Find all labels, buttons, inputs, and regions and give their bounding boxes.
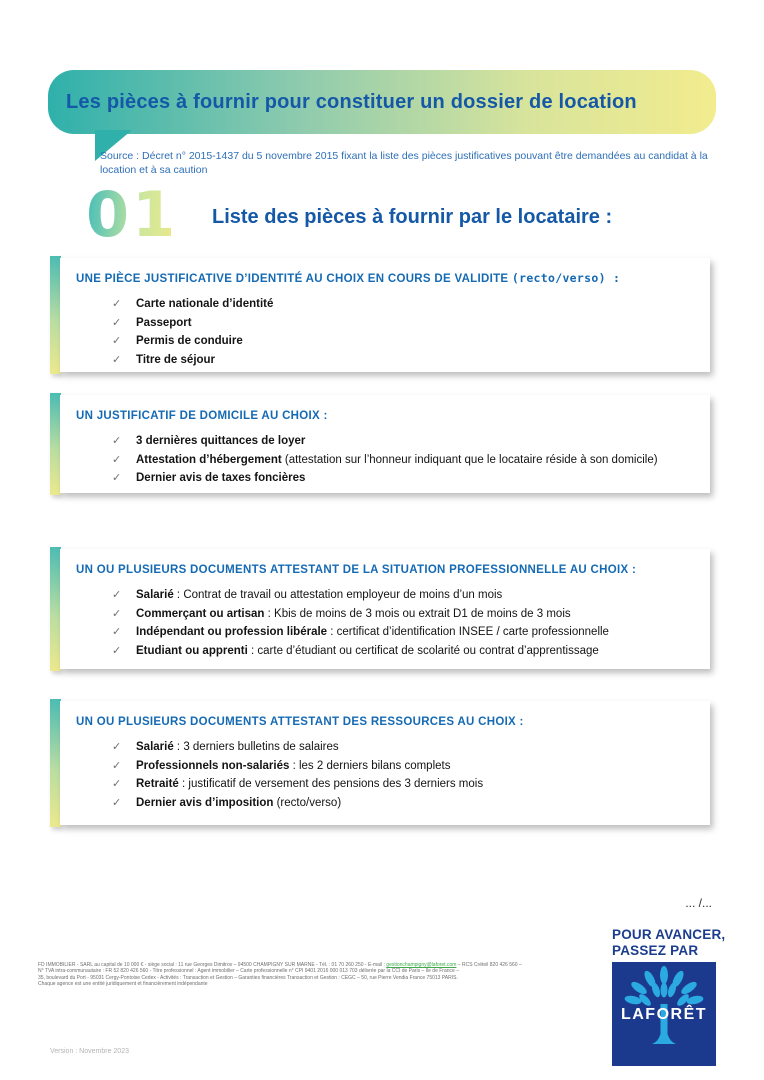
check-icon: ✓: [112, 795, 122, 809]
legal-line-3: 35, boulevard du Port - 95031 Cergy-Pontoise Cedex - Activités : Transaction et Gestion – Garanties financières Transaction et Gestion : CEGC – 50, rue Pierre Vendia France 75013 PARIS.: [38, 974, 458, 981]
page-continuation: ... /...: [685, 896, 712, 910]
checklist: [76, 586, 702, 660]
box-heading: UNE PIÈCE JUSTIFICATIVE D’IDENTITÉ AU CHOIX EN COURS DE VALIDITE (recto/verso) :: [76, 271, 621, 285]
list-item: ✓ Dernier avis d’imposition (recto/verso): [112, 794, 702, 813]
box-identite: [60, 258, 710, 372]
header-banner: [48, 70, 716, 134]
source-note: Source : Décret n° 2015-1437 du 5 novembre 2015 fixant la liste des pièces justificatives pouvant être demandées au candidat à la location et à sa caution: [100, 150, 708, 176]
section-title: Liste des pièces à fournir par le locataire :: [212, 206, 613, 228]
check-icon: ✓: [112, 588, 122, 601]
list-item: ✓ Commerçant ou artisan : Kbis de moins de 3 mois ou extrait D1 de moins de 3 mois: [112, 605, 702, 624]
brand-tagline-line2: PASSEZ PAR: [612, 942, 699, 958]
check-icon: ✓: [112, 758, 122, 772]
list-item: ✓ Dernier avis de taxes foncières: [112, 469, 702, 488]
list-item: ✓ Salarié : Contrat de travail ou attestation employeur de moins d’un mois: [112, 586, 702, 605]
check-icon: ✓: [112, 471, 122, 484]
check-icon: ✓: [112, 297, 122, 310]
box-domicile: [60, 395, 710, 493]
check-icon: ✓: [112, 606, 122, 620]
list-item: ✓ Titre de séjour: [112, 351, 702, 370]
list-item: ✓ 3 dernières quittances de loyer: [112, 432, 702, 451]
check-icon: ✓: [112, 452, 122, 466]
box-heading: UN JUSTIFICATIF DE DOMICILE AU CHOIX :: [76, 410, 328, 422]
list-item: ✓ Attestation d’hébergement (attestation sur l’honneur indiquant que le locataire réside à son domicile): [112, 451, 702, 470]
box-heading: UN OU PLUSIEURS DOCUMENTS ATTESTANT DE LA SITUATION PROFESSIONNELLE AU CHOIX :: [76, 564, 637, 576]
list-item: ✓ Permis de conduire: [112, 332, 702, 351]
box-situation-professionnelle: [60, 549, 710, 669]
checklist: [76, 738, 702, 812]
check-icon: ✓: [112, 352, 122, 366]
check-icon: ✓: [112, 643, 122, 657]
check-icon: ✓: [112, 315, 122, 329]
legal-line-4: Chaque agence est une entité juridiquement et financièrement indépendante: [38, 980, 208, 987]
check-icon: ✓: [112, 334, 122, 347]
section-number: 01: [86, 178, 179, 251]
checklist: [76, 432, 702, 488]
email-link[interactable]: gestionchampigny@laforet.com: [386, 962, 457, 968]
laforet-logo: [612, 962, 716, 1066]
version-label: Version : Novembre 2023: [50, 1048, 129, 1055]
check-icon: ✓: [112, 777, 122, 790]
list-item: ✓ Passeport: [112, 314, 702, 333]
check-icon: ✓: [112, 625, 122, 638]
box-heading: UN OU PLUSIEURS DOCUMENTS ATTESTANT DES RESSOURCES AU CHOIX :: [76, 716, 524, 728]
box-ressources: [60, 701, 710, 825]
legal-text: [38, 962, 613, 987]
check-icon: ✓: [112, 434, 122, 447]
logo-wordmark: LAFORÊT: [620, 1006, 708, 1023]
check-icon: ✓: [112, 740, 122, 753]
legal-line-2: N° TVA intra-communautaire : FR 52 820 426 560 - Titre professionnel : Agent immobilier – Carte professionnelle n° CPI 9401 2016 000 013 703 délivrée par la CCI de Paris – Ile de France –: [38, 968, 459, 975]
list-item: ✓ Retraité : justificatif de versement des pensions des 3 derniers mois: [112, 775, 702, 794]
tree-icon: [612, 962, 716, 1066]
page-title: Les pièces à fournir pour constituer un dossier de location: [66, 90, 637, 113]
list-item: ✓ Carte nationale d’identité: [112, 295, 702, 314]
checklist: [76, 295, 702, 369]
list-item: ✓ Etudiant ou apprenti : carte d’étudiant ou certificat de scolarité ou contrat d’apprentissage: [112, 642, 702, 661]
brand-tagline: [612, 927, 725, 959]
list-item: ✓ Indépendant ou profession libérale : certificat d’identification INSEE / carte professionnelle: [112, 623, 702, 642]
legal-line-1: FD IMMOBILIER - SARL au capital de 10 000 € - siège social : 11 rue Georges Dimitrov – 94500 CHAMPIGNY SUR MARNE - Tél. : 01 70 260 250 - E-mail : gestionchampigny@laforet.com – RCS Créteil 820 426 560 –: [38, 962, 522, 968]
brand-tagline-line1: POUR AVANCER,: [612, 927, 726, 942]
list-item: ✓ Professionnels non-salariés : les 2 derniers bilans complets: [112, 757, 702, 776]
list-item: ✓ Salarié : 3 derniers bulletins de salaires: [112, 738, 702, 757]
